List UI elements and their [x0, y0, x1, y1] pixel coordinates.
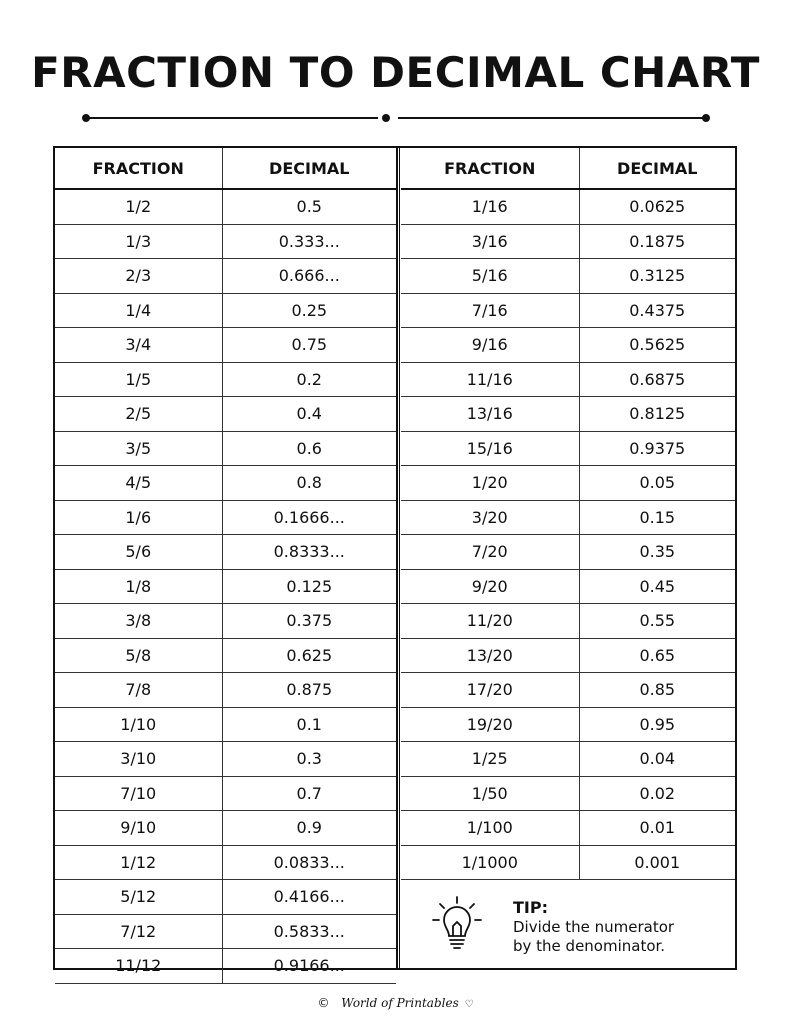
decimal-cell: 0.4375	[579, 293, 735, 328]
fraction-cell: 1/25	[401, 742, 579, 777]
table-row	[55, 707, 396, 742]
column-separator-inner	[399, 148, 400, 968]
table-row	[55, 638, 396, 673]
right-table-body	[401, 189, 735, 880]
table-row	[55, 673, 396, 708]
fraction-cell: 13/16	[401, 397, 579, 432]
decimal-cell: 0.8	[222, 466, 396, 501]
decimal-cell: 0.35	[579, 535, 735, 570]
decimal-cell: 0.5625	[579, 328, 735, 363]
decimal-cell: 0.5833...	[222, 914, 396, 949]
right-table-section	[401, 148, 735, 968]
fraction-cell: 1/3	[55, 224, 222, 259]
decimal-cell: 0.4166...	[222, 880, 396, 915]
table-row	[55, 397, 396, 432]
decimal-cell: 0.9166...	[222, 949, 396, 984]
fraction-cell: 4/5	[55, 466, 222, 501]
tip-text	[513, 918, 713, 956]
fraction-cell: 7/20	[401, 535, 579, 570]
tip-line-1: Divide the numerator	[513, 918, 675, 936]
fraction-cell: 1/4	[55, 293, 222, 328]
fraction-cell: 3/4	[55, 328, 222, 363]
fraction-cell: 2/3	[55, 259, 222, 294]
decimal-cell: 0.01	[579, 811, 735, 846]
decimal-cell: 0.15	[579, 500, 735, 535]
decimal-cell: 0.7	[222, 776, 396, 811]
decimal-cell: 0.25	[222, 293, 396, 328]
table-row	[401, 535, 735, 570]
table-row	[55, 500, 396, 535]
decimal-cell: 0.875	[222, 673, 396, 708]
table-row	[55, 362, 396, 397]
decimal-cell: 0.375	[222, 604, 396, 639]
right-table	[401, 148, 735, 880]
tip-box	[401, 874, 735, 968]
table-row	[55, 328, 396, 363]
decimal-cell: 0.04	[579, 742, 735, 777]
title-divider	[82, 112, 710, 124]
table-row	[55, 949, 396, 984]
decimal-cell: 0.2	[222, 362, 396, 397]
decimal-cell: 0.1666...	[222, 500, 396, 535]
fraction-cell: 5/12	[55, 880, 222, 915]
fraction-cell: 1/5	[55, 362, 222, 397]
fraction-cell: 9/10	[55, 811, 222, 846]
fraction-cell: 3/20	[401, 500, 579, 535]
fraction-header: FRACTION	[401, 148, 579, 189]
table-row	[401, 742, 735, 777]
table-row	[401, 431, 735, 466]
fraction-cell: 7/10	[55, 776, 222, 811]
fraction-cell: 3/16	[401, 224, 579, 259]
decimal-cell: 0.0625	[579, 189, 735, 224]
table-row	[401, 224, 735, 259]
decimal-cell: 0.3	[222, 742, 396, 777]
decimal-cell: 0.65	[579, 638, 735, 673]
decimal-cell: 0.125	[222, 569, 396, 604]
decimal-cell: 0.95	[579, 707, 735, 742]
fraction-cell: 11/20	[401, 604, 579, 639]
fraction-cell: 13/20	[401, 638, 579, 673]
table-row	[55, 431, 396, 466]
fraction-cell: 7/12	[55, 914, 222, 949]
fraction-cell: 5/8	[55, 638, 222, 673]
table-row	[401, 707, 735, 742]
fraction-cell: 2/5	[55, 397, 222, 432]
fraction-cell: 17/20	[401, 673, 579, 708]
table-row	[55, 259, 396, 294]
table-row	[401, 638, 735, 673]
decimal-cell: 0.6875	[579, 362, 735, 397]
decimal-cell: 0.5	[222, 189, 396, 224]
fraction-cell: 1/8	[55, 569, 222, 604]
fraction-cell: 3/5	[55, 431, 222, 466]
decimal-cell: 0.85	[579, 673, 735, 708]
decimal-header: DECIMAL	[222, 148, 396, 189]
fraction-cell: 3/8	[55, 604, 222, 639]
fraction-cell: 11/16	[401, 362, 579, 397]
table-row	[401, 776, 735, 811]
lightbulb-icon	[427, 894, 487, 954]
table-row	[55, 224, 396, 259]
decimal-cell: 0.333...	[222, 224, 396, 259]
left-table-body	[55, 189, 396, 983]
decimal-cell: 0.55	[579, 604, 735, 639]
decimal-cell: 0.1875	[579, 224, 735, 259]
fraction-cell: 7/16	[401, 293, 579, 328]
table-row	[55, 845, 396, 880]
table-row	[401, 500, 735, 535]
table-row	[401, 466, 735, 501]
table-row	[401, 811, 735, 846]
tip-title: TIP:	[513, 898, 548, 917]
decimal-cell: 0.1	[222, 707, 396, 742]
decimal-cell: 0.001	[579, 845, 735, 880]
table-row	[401, 569, 735, 604]
decimal-cell: 0.02	[579, 776, 735, 811]
fraction-cell: 19/20	[401, 707, 579, 742]
fraction-cell: 3/10	[55, 742, 222, 777]
column-separator	[396, 148, 398, 968]
copyright-symbol: ©	[317, 996, 330, 1010]
table-row	[401, 328, 735, 363]
decimal-cell: 0.8333...	[222, 535, 396, 570]
decimal-cell: 0.75	[222, 328, 396, 363]
chart-frame	[53, 146, 737, 976]
left-table-section	[55, 148, 396, 984]
table-row	[55, 776, 396, 811]
table-row	[55, 535, 396, 570]
table-row	[55, 569, 396, 604]
table-row	[55, 811, 396, 846]
table-row	[401, 293, 735, 328]
table-row	[401, 397, 735, 432]
table-row	[401, 189, 735, 224]
fraction-cell: 9/16	[401, 328, 579, 363]
decimal-cell: 0.4	[222, 397, 396, 432]
table-row	[55, 466, 396, 501]
fraction-cell: 1/10	[55, 707, 222, 742]
heart-icon: ♡	[464, 999, 474, 1010]
fraction-cell: 11/12	[55, 949, 222, 984]
decimal-cell: 0.625	[222, 638, 396, 673]
decimal-cell: 0.0833...	[222, 845, 396, 880]
fraction-cell: 1/50	[401, 776, 579, 811]
page-title: FRACTION TO DECIMAL CHART	[31, 48, 760, 97]
left-table	[55, 148, 396, 984]
decimal-cell: 0.9	[222, 811, 396, 846]
table-row	[401, 259, 735, 294]
fraction-cell: 1/16	[401, 189, 579, 224]
tip-line-2: by the denominator.	[513, 937, 666, 955]
fraction-cell: 1/6	[55, 500, 222, 535]
footer	[0, 996, 791, 1010]
decimal-cell: 0.3125	[579, 259, 735, 294]
fraction-cell: 1/2	[55, 189, 222, 224]
decimal-header: DECIMAL	[579, 148, 735, 189]
fraction-cell: 1/20	[401, 466, 579, 501]
table-row	[55, 742, 396, 777]
fraction-header: FRACTION	[55, 148, 222, 189]
decimal-cell: 0.05	[579, 466, 735, 501]
fraction-cell: 5/16	[401, 259, 579, 294]
table-row	[55, 880, 396, 915]
decimal-cell: 0.666...	[222, 259, 396, 294]
decimal-cell: 0.8125	[579, 397, 735, 432]
fraction-cell: 1/100	[401, 811, 579, 846]
table-row	[401, 673, 735, 708]
fraction-cell: 1/12	[55, 845, 222, 880]
table-row	[401, 604, 735, 639]
table-row	[55, 189, 396, 224]
fraction-cell: 1/1000	[401, 845, 579, 880]
fraction-cell: 7/8	[55, 673, 222, 708]
fraction-cell: 15/16	[401, 431, 579, 466]
table-row	[55, 914, 396, 949]
table-row	[55, 293, 396, 328]
brand-name: World of Printables	[341, 996, 459, 1010]
decimal-cell: 0.9375	[579, 431, 735, 466]
decimal-cell: 0.6	[222, 431, 396, 466]
decimal-cell: 0.45	[579, 569, 735, 604]
fraction-cell: 5/6	[55, 535, 222, 570]
fraction-cell: 9/20	[401, 569, 579, 604]
table-row	[55, 604, 396, 639]
table-row	[401, 362, 735, 397]
